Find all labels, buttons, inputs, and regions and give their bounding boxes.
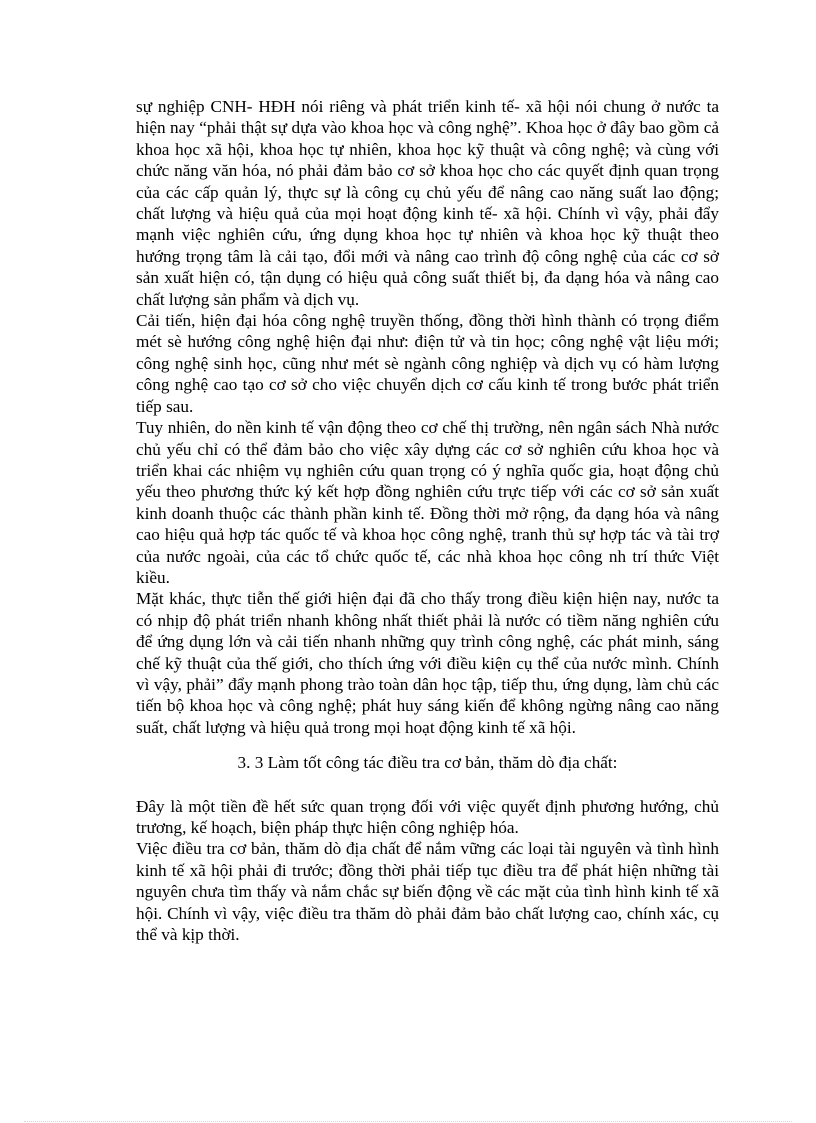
section-heading: 3. 3 Làm tốt công tác điều tra cơ bản, thăm dò địa chất: bbox=[237, 753, 618, 773]
paragraph-modern-world: Mặt khác, thực tiễn thế giới hiện đại đã cho thấy trong điều kiện hiện nay, nước ta có nhịp độ phát triển nhanh không nhất thiết phải là nước có tiềm năng nghiên cứu để ứng dụng lớn và cải tiến nhanh những quy trình công nghệ, các phát minh, sáng chế kỹ thuật của thế giới, cho thích ứng với điều kiện cụ thể của nước mình. Chính vì vậy, phải” đẩy mạnh phong trào toàn dân học tập, tiếp thu, ứng dụng, làm chủ các tiến bộ khoa học và công nghệ; phát huy sáng kiến để không ngừng nâng cao năng suất, chất lượng và hiệu quả trong mọi hoạt động kinh tế xã hội. bbox=[136, 589, 719, 737]
paragraph-traditional-technology: Cải tiến, hiện đại hóa công nghệ truyền thống, đồng thời hình thành có trọng điểm mét sè hướng công nghệ hiện đại như: điện tử và tin học; công nghệ vật liệu mới; công nghệ sinh học, cũng như mét sè ngành công nghiệp và dịch vụ có hàm lượng công nghệ cao tạo cơ sở cho việc chuyển dịch cơ cấu kinh tế trong bước phát triển tiếp sau. bbox=[136, 311, 719, 416]
paragraph-state-budget: Tuy nhiên, do nền kinh tế vận động theo cơ chế thị trường, nên ngân sách Nhà nước chủ yếu chỉ có thể đảm bảo cho việc xây dựng các cơ sở nghiên cứu khoa học và triển khai các nhiệm vụ nghiên cứu quan trọng có ý nghĩa quốc gia, hoạt động chủ yếu theo phương thức ký kết hợp đồng nghiên cứu trực tiếp với các cơ sở sản xuất kinh doanh thuộc các thành phần kinh tế. Đồng thời mở rộng, đa dạng hóa và nâng cao hiệu quả hợp tác quốc tế và khoa học công nghệ, tranh thủ sự hợp tác và tài trợ của nước ngoài, của các tổ chức quốc tế, các nhà khoa học công nh trí thức Việt kiều. bbox=[136, 418, 719, 587]
page-bottom-divider bbox=[24, 1121, 792, 1122]
document-page bbox=[136, 96, 719, 945]
paragraph-science-technology: sự nghiệp CNH- HĐH nói riêng và phát triển kinh tế- xã hội nói chung ở nước ta hiện nay “phải thật sự dựa vào khoa học và công nghệ”. Khoa học ở đây bao gồm cả khoa học xã hội, khoa học tự nhiên, khoa học kỹ thuật và công nghệ; và cùng với chức năng văn hóa, nó phải đảm bảo cơ sở khoa học cho các quyết định quan trọng của các cấp quản lý, thực sự là công cụ chủ yếu để nâng cao năng suất lao động; chất lượng và hiệu quả của mọi hoạt động kinh tế- xã hội. Chính vì vậy, phải đẩy mạnh việc nghiên cứu, ứng dụng khoa học tự nhiên và khoa học kỹ thuật theo hướng trọng tâm là cải tạo, đổi mới và nâng cao trình độ công nghệ của các cơ sở sản xuất hiện có, tận dụng có hiệu quả công suất thiết bị, đa dạng hóa và nâng cao chất lượng sản phẩm và dịch vụ. bbox=[136, 97, 719, 309]
paragraph-basic-survey: Việc điều tra cơ bản, thăm dò địa chất để nắm vững các loại tài nguyên và tình hình kinh tế xã hội phải đi trước; đồng thời phải tiếp tục điều tra để phát hiện những tài nguyên chưa tìm thấy và nắm chắc sự biến động về các mặt của tình hình kinh tế xã hội. Chính vì vậy, việc điều tra thăm dò phải đảm bảo chất lượng cao, chính xác, cụ thể và kịp thời. bbox=[136, 839, 719, 945]
paragraph-important-premise: Đây là một tiền đề hết sức quan trọng đối với việc quyết định phương hướng, chủ trương, kế hoạch, biện pháp thực hiện công nghiệp hóa. bbox=[136, 796, 719, 837]
